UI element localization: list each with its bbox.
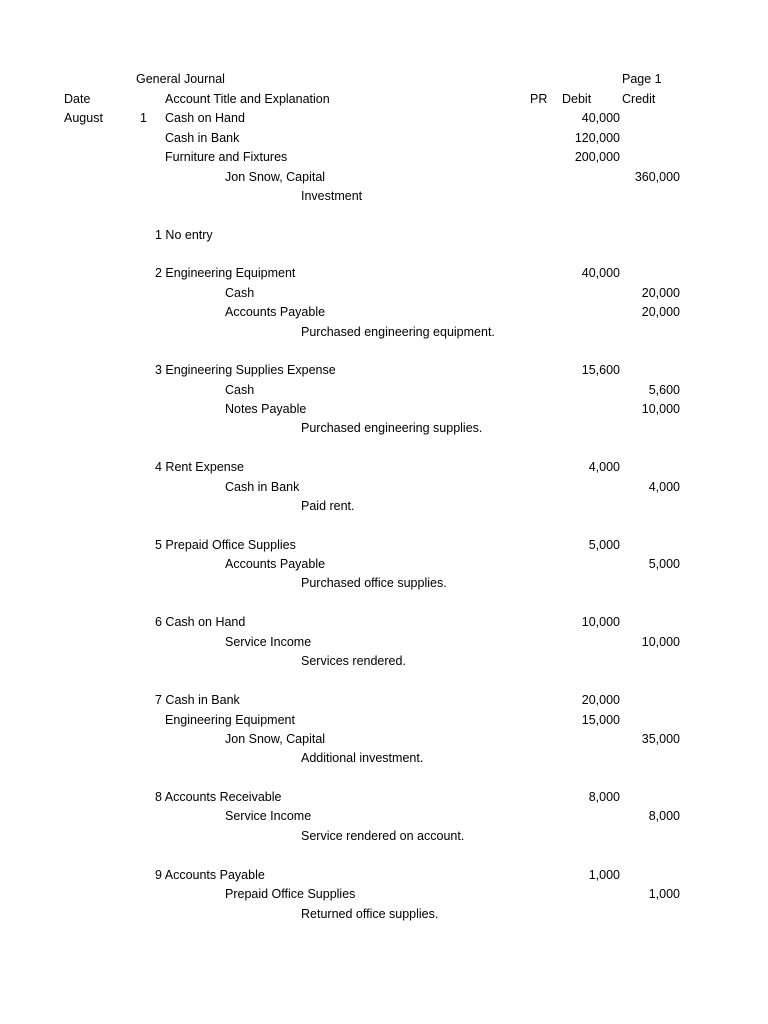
credit-amount: 1,000 bbox=[648, 887, 680, 901]
entry-explanation: Paid rent. bbox=[301, 499, 355, 513]
credit-amount: 20,000 bbox=[641, 305, 680, 319]
credit-amount: 5,000 bbox=[648, 557, 680, 571]
credit-account: Cash bbox=[225, 286, 255, 300]
col-header-credit: Credit bbox=[622, 92, 656, 106]
credit-account: Notes Payable bbox=[225, 402, 307, 416]
credit-account: Service Income bbox=[225, 635, 312, 649]
entry-explanation: Purchased office supplies. bbox=[301, 576, 447, 590]
debit-amount: 15,600 bbox=[581, 363, 620, 377]
credit-account: Prepaid Office Supplies bbox=[225, 887, 356, 901]
debit-account: 6 Cash on Hand bbox=[155, 615, 246, 629]
debit-account: 8 Accounts Receivable bbox=[155, 790, 282, 804]
debit-account: 4 Rent Expense bbox=[155, 460, 244, 474]
debit-account: Cash on Hand bbox=[165, 111, 245, 125]
entry-explanation: Services rendered. bbox=[301, 654, 406, 668]
entry-explanation: Returned office supplies. bbox=[301, 907, 439, 921]
entry-day: 1 bbox=[140, 111, 147, 125]
debit-amount: 200,000 bbox=[574, 150, 620, 164]
col-header-date: Date bbox=[64, 92, 91, 106]
credit-amount: 4,000 bbox=[648, 480, 680, 494]
debit-account: Furniture and Fixtures bbox=[165, 150, 288, 164]
entry-no-entry: 1 No entry bbox=[155, 228, 213, 242]
page-number: Page 1 bbox=[622, 72, 662, 86]
debit-amount: 120,000 bbox=[574, 131, 620, 145]
credit-amount: 10,000 bbox=[641, 635, 680, 649]
entry-explanation: Investment bbox=[301, 189, 363, 203]
credit-amount: 360,000 bbox=[634, 170, 680, 184]
credit-account: Service Income bbox=[225, 809, 312, 823]
credit-account: Cash in Bank bbox=[225, 480, 300, 494]
credit-amount: 35,000 bbox=[641, 732, 680, 746]
debit-amount: 40,000 bbox=[581, 266, 620, 280]
debit-account: 5 Prepaid Office Supplies bbox=[155, 538, 296, 552]
col-header-account: Account Title and Explanation bbox=[165, 92, 330, 106]
debit-amount: 15,000 bbox=[581, 713, 620, 727]
credit-amount: 10,000 bbox=[641, 402, 680, 416]
debit-amount: 20,000 bbox=[581, 693, 620, 707]
debit-amount: 40,000 bbox=[581, 111, 620, 125]
credit-amount: 8,000 bbox=[648, 809, 680, 823]
debit-amount: 4,000 bbox=[588, 460, 620, 474]
debit-account: 7 Cash in Bank bbox=[155, 693, 240, 707]
credit-amount: 20,000 bbox=[641, 286, 680, 300]
debit-account: Cash in Bank bbox=[165, 131, 240, 145]
entry-explanation: Additional investment. bbox=[301, 751, 424, 765]
debit-account: 3 Engineering Supplies Expense bbox=[155, 363, 336, 377]
credit-account: Cash bbox=[225, 383, 255, 397]
debit-amount: 5,000 bbox=[588, 538, 620, 552]
debit-amount: 8,000 bbox=[588, 790, 620, 804]
entry-month: August bbox=[64, 111, 103, 125]
col-header-pr: PR bbox=[530, 92, 548, 106]
debit-account: 9 Accounts Payable bbox=[155, 868, 265, 882]
debit-amount: 10,000 bbox=[581, 615, 620, 629]
debit-account: 2 Engineering Equipment bbox=[155, 266, 296, 280]
credit-account: Jon Snow, Capital bbox=[225, 732, 326, 746]
journal-title: General Journal bbox=[136, 72, 225, 86]
credit-account: Accounts Payable bbox=[225, 305, 326, 319]
credit-account: Accounts Payable bbox=[225, 557, 326, 571]
entry-explanation: Service rendered on account. bbox=[301, 829, 465, 843]
col-header-debit: Debit bbox=[562, 92, 592, 106]
debit-amount: 1,000 bbox=[588, 868, 620, 882]
credit-amount: 5,600 bbox=[648, 383, 680, 397]
entry-explanation: Purchased engineering supplies. bbox=[301, 421, 483, 435]
debit-account: Engineering Equipment bbox=[165, 713, 295, 727]
entry-explanation: Purchased engineering equipment. bbox=[301, 325, 495, 339]
credit-account: Jon Snow, Capital bbox=[225, 170, 326, 184]
